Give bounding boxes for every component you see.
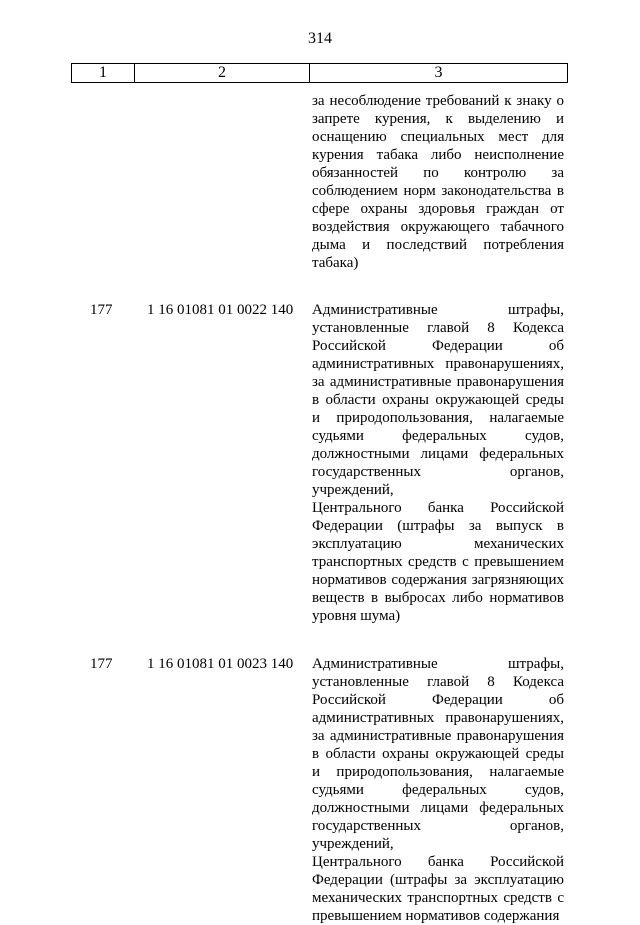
column-header-3: 3: [310, 64, 568, 83]
description-line: курения табака либо неисполнение: [312, 147, 564, 163]
row-number: 177: [90, 302, 113, 318]
description-line: судьями федеральных судов,: [312, 782, 564, 798]
description-line: Центрального банка Российской: [312, 500, 564, 516]
description-line: оснащению специальных мест для: [312, 129, 564, 145]
row-description: [312, 301, 564, 625]
description-line: установленные главой 8 Кодекса: [312, 320, 564, 336]
description-line: Административные штрафы,: [312, 302, 564, 318]
column-header-2: 2: [135, 64, 310, 83]
row-code: 1 16 01081 01 0022 140: [147, 302, 294, 318]
description-line: дыма и последствий потребления: [312, 237, 564, 253]
description-line: Российской Федерации об: [312, 692, 564, 708]
description-line: Федерации (штрафы за выпуск в: [312, 518, 564, 534]
description-line: за административные правонарушения: [312, 374, 564, 390]
row-number: 177: [90, 656, 113, 672]
description-line: Центрального банка Российской: [312, 854, 564, 870]
description-line: и природопользования, налагаемые: [312, 410, 564, 426]
description-line: должностными лицами федеральных: [312, 800, 564, 816]
description-line: судьями федеральных судов,: [312, 428, 564, 444]
row-code: 1 16 01081 01 0023 140: [147, 656, 294, 672]
table-body: [0, 92, 640, 925]
description-line: государственных органов, учреждений,: [312, 818, 564, 852]
description-line: государственных органов, учреждений,: [312, 464, 564, 498]
table-row: [0, 655, 640, 925]
description-line: соблюдением норм законодательства в: [312, 183, 564, 199]
table-row: [0, 301, 640, 625]
table-row: [0, 92, 640, 272]
description-line: административных правонарушениях,: [312, 710, 564, 726]
table-header: [71, 63, 568, 83]
description-line: за несоблюдение требований к знаку о: [312, 93, 564, 109]
row-description: [312, 655, 564, 925]
description-line: обязанностей по контролю за: [312, 165, 564, 181]
description-line: должностными лицами федеральных: [312, 446, 564, 462]
description-line: эксплуатацию механических: [312, 536, 564, 552]
description-line: Российской Федерации об: [312, 338, 564, 354]
description-line: воздействия окружающего табачного: [312, 219, 564, 235]
description-line: и природопользования, налагаемые: [312, 764, 564, 780]
description-line: установленные главой 8 Кодекса: [312, 674, 564, 690]
description-line: табака): [312, 255, 359, 271]
description-line: за административные правонарушения: [312, 728, 564, 744]
description-line: Федерации (штрафы за эксплуатацию: [312, 872, 564, 888]
description-line: механических транспортных средств с: [312, 890, 564, 906]
description-line: в области охраны окружающей среды: [312, 746, 564, 762]
description-line: нормативов содержания загрязняющих: [312, 572, 564, 588]
column-header-1: 1: [72, 64, 135, 83]
row-description: [312, 92, 564, 272]
description-line: транспортных средств с превышением: [312, 554, 564, 570]
description-line: превышением нормативов содержания: [312, 908, 560, 924]
description-line: уровня шума): [312, 608, 401, 624]
description-line: Административные штрафы,: [312, 656, 564, 672]
description-line: запрете курения, к выделению и: [312, 111, 564, 127]
description-line: сфере охраны здоровья граждан от: [312, 201, 564, 217]
page-number: 314: [308, 30, 332, 47]
description-line: административных правонарушениях,: [312, 356, 564, 372]
description-line: в области охраны окружающей среды: [312, 392, 564, 408]
description-line: веществ в выбросах либо нормативов: [312, 590, 564, 606]
